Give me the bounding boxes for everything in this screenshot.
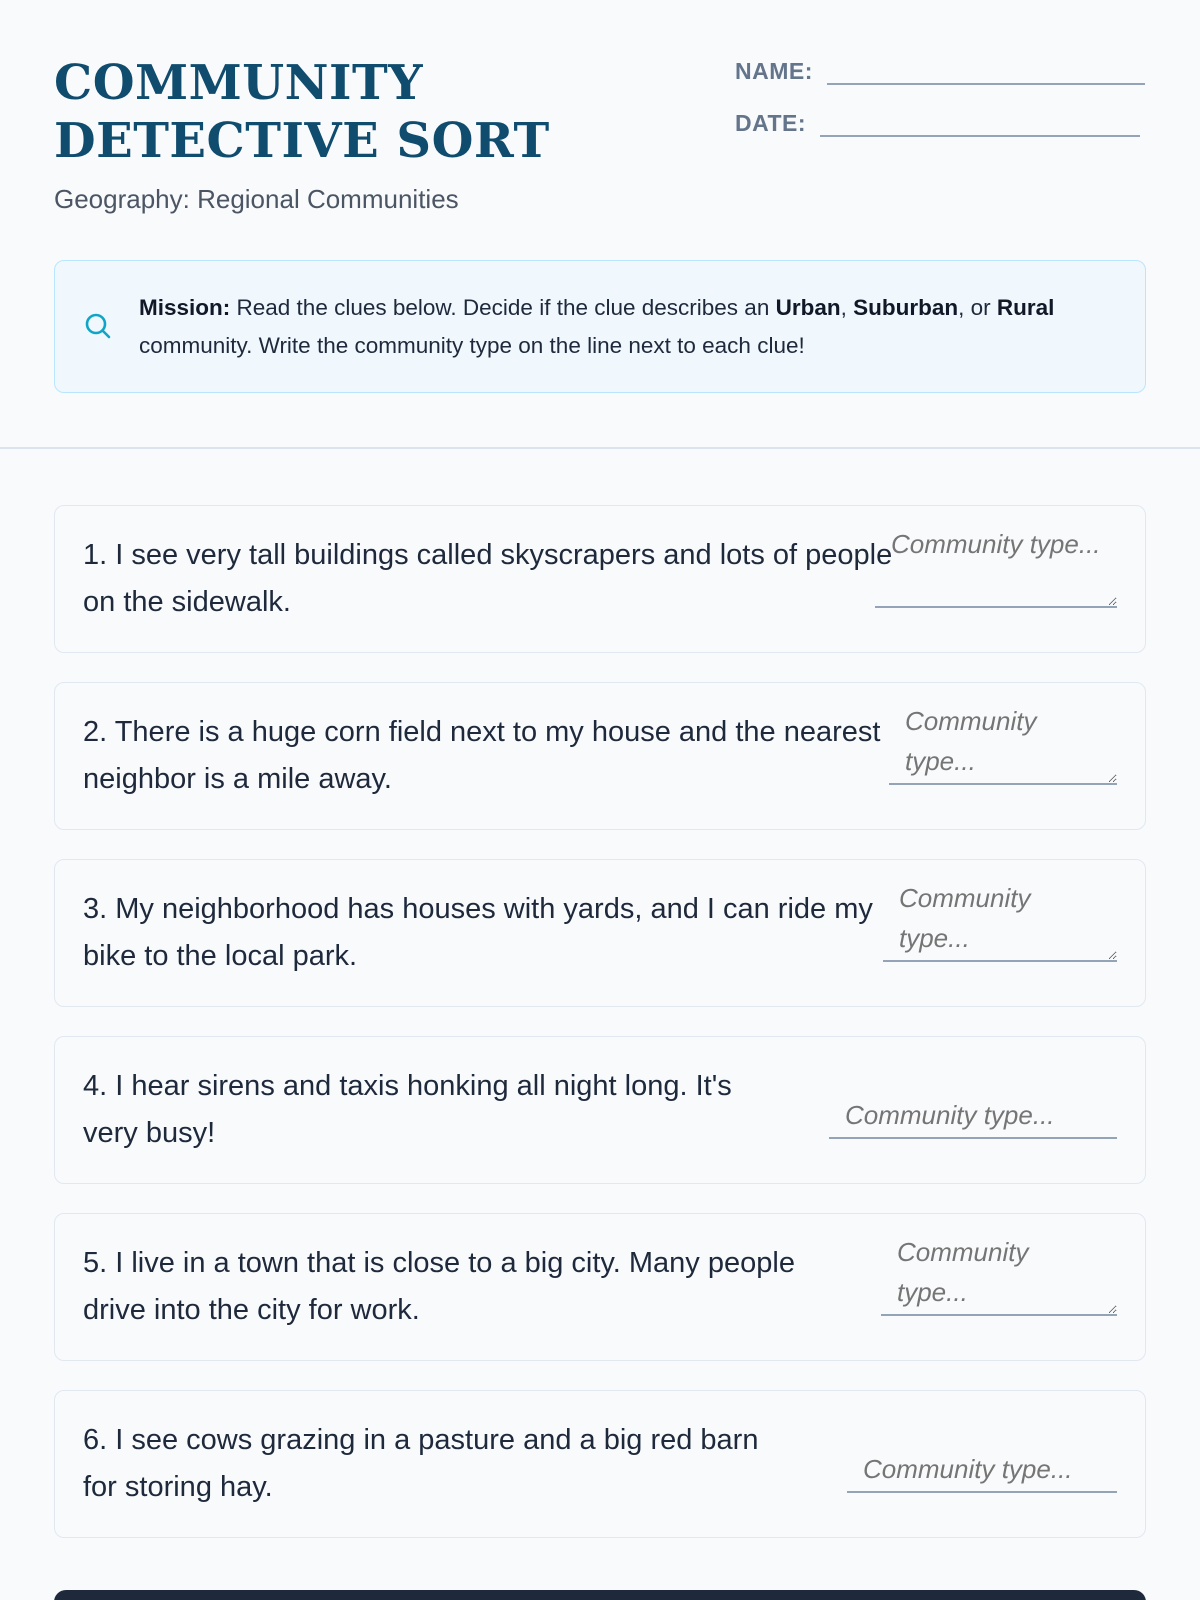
search-icon xyxy=(83,311,113,341)
clue-card xyxy=(54,682,1146,830)
date-field xyxy=(735,110,1140,137)
community-type-input[interactable] xyxy=(829,1093,1117,1139)
date-line[interactable] xyxy=(820,111,1140,137)
mission-label: Mission: xyxy=(139,295,231,320)
footer-bar xyxy=(54,1590,1146,1600)
mission-text-part: Read the clues below. Decide if the clue describes an xyxy=(230,295,776,320)
mission-or: , or xyxy=(958,295,997,320)
suburban-word: Suburban xyxy=(853,295,959,320)
clue-text: 1. I see very tall buildings called skyscrapers and lots of people on the sidewalk. xyxy=(83,539,893,618)
rural-word: Rural xyxy=(996,295,1055,320)
mission-comma: , xyxy=(840,295,854,320)
clue-text: 4. I hear sirens and taxis honking all night long. It's very busy! xyxy=(83,1070,732,1149)
name-line[interactable] xyxy=(827,59,1145,85)
mission-text xyxy=(139,289,1099,365)
mission-box xyxy=(54,260,1146,393)
clue-text: 3. My neighborhood has houses with yards, and I can ride my bike to the local park. xyxy=(83,893,873,972)
community-type-input[interactable] xyxy=(883,878,1117,962)
page-subtitle: Geography: Regional Communities xyxy=(54,184,459,214)
community-type-input[interactable] xyxy=(889,701,1117,785)
clue-card xyxy=(54,1036,1146,1184)
clue-text: 2. There is a huge corn field next to my house and the nearest neighbor is a mile away. xyxy=(83,716,881,795)
clue-card xyxy=(54,1390,1146,1538)
community-type-input[interactable] xyxy=(875,524,1117,608)
community-type-input[interactable] xyxy=(881,1232,1117,1316)
clue-card xyxy=(54,859,1146,1007)
name-label: NAME: xyxy=(735,58,813,84)
clue-card xyxy=(54,1213,1146,1361)
mission-text-end: community. Write the community type on the line next to each clue! xyxy=(139,333,805,358)
urban-word: Urban xyxy=(775,295,841,320)
clue-text: 6. I see cows grazing in a pasture and a big red barn for storing hay. xyxy=(83,1424,759,1503)
page-title: COMMUNITY DETECTIVE SORT xyxy=(54,55,550,169)
date-label: DATE: xyxy=(735,110,807,136)
clue-text: 5. I live in a town that is close to a big city. Many people drive into the city for work. xyxy=(83,1247,795,1326)
community-type-input[interactable] xyxy=(847,1447,1117,1493)
section-divider xyxy=(0,447,1200,449)
clue-card xyxy=(54,505,1146,653)
name-field xyxy=(735,58,1145,85)
worksheet-header xyxy=(54,0,1146,440)
